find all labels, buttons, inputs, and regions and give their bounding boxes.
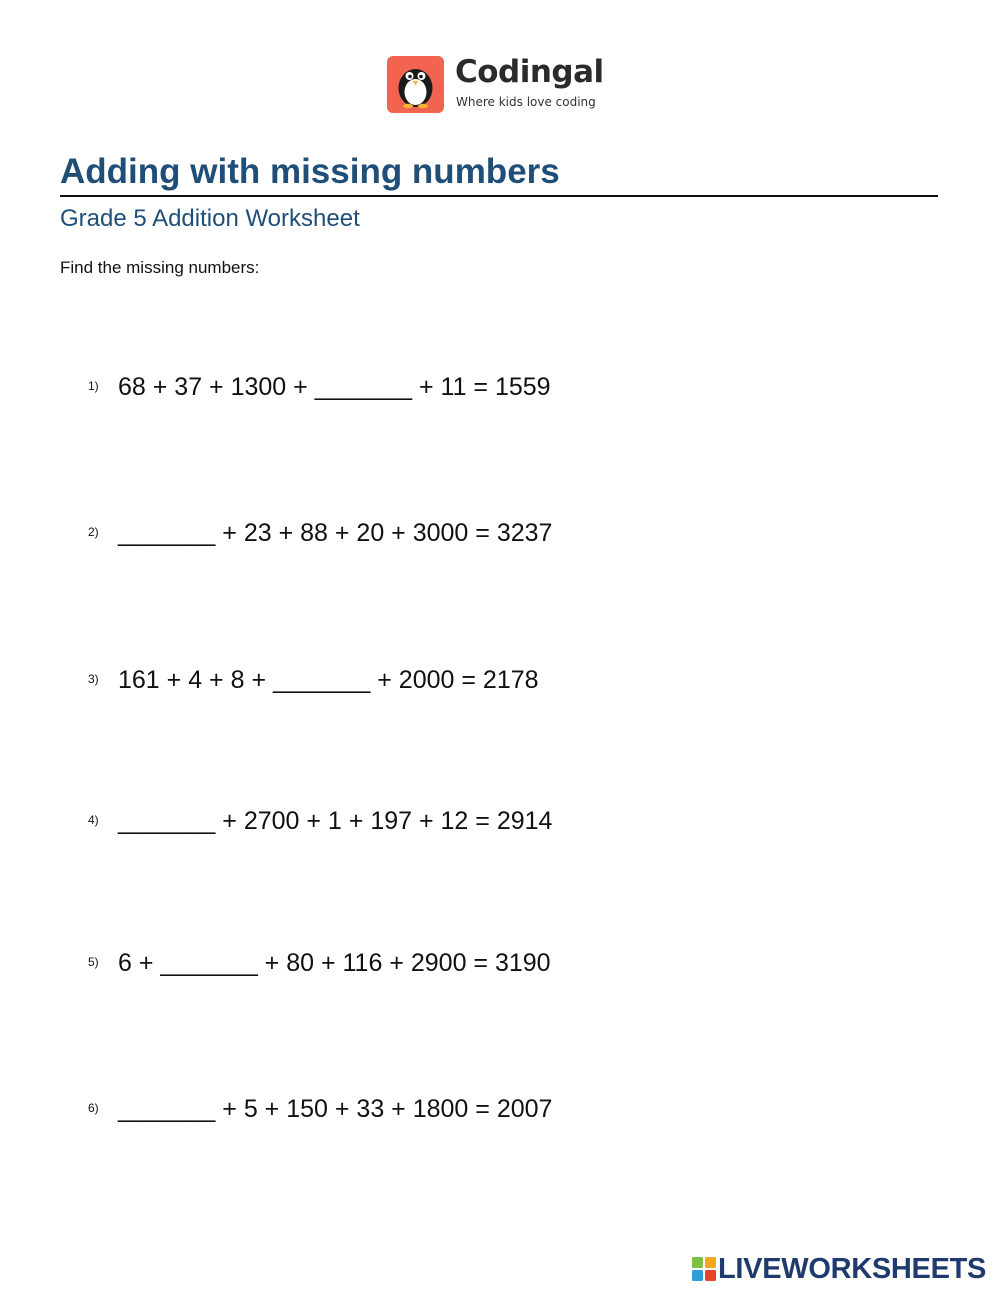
- problem-expression[interactable]: 161 + 4 + 8 + _______ + 2000 = 2178: [118, 666, 539, 694]
- problem-number: 5): [88, 955, 99, 969]
- problem-number: 4): [88, 813, 99, 827]
- problem-expression[interactable]: _______ + 23 + 88 + 20 + 3000 = 3237: [118, 519, 553, 547]
- problem-number: 6): [88, 1101, 99, 1115]
- logo-tagline: Where kids love coding: [456, 95, 596, 109]
- problem-number: 3): [88, 672, 99, 686]
- penguin-icon: [387, 56, 444, 113]
- instructions-text: Find the missing numbers:: [60, 258, 260, 277]
- title-divider: [60, 195, 938, 197]
- problem-number: 1): [88, 379, 99, 393]
- liveworksheets-blocks-icon: [692, 1257, 716, 1281]
- problem-expression[interactable]: _______ + 5 + 150 + 33 + 1800 = 2007: [118, 1095, 553, 1123]
- codingal-logo: [387, 56, 617, 114]
- problem-expression[interactable]: 68 + 37 + 1300 + _______ + 11 = 1559: [118, 373, 551, 401]
- problem-expression[interactable]: _______ + 2700 + 1 + 197 + 12 = 2914: [118, 807, 553, 835]
- page-title: Adding with missing numbers: [60, 152, 560, 191]
- problem-number: 2): [88, 525, 99, 539]
- liveworksheets-logo[interactable]: [692, 1253, 992, 1285]
- logo-name: Codingal: [455, 54, 604, 90]
- problem-expression[interactable]: 6 + _______ + 80 + 116 + 2900 = 3190: [118, 949, 551, 977]
- page-subtitle: Grade 5 Addition Worksheet: [60, 205, 360, 232]
- liveworksheets-brand: LIVEWORKSHEETS: [718, 1253, 987, 1285]
